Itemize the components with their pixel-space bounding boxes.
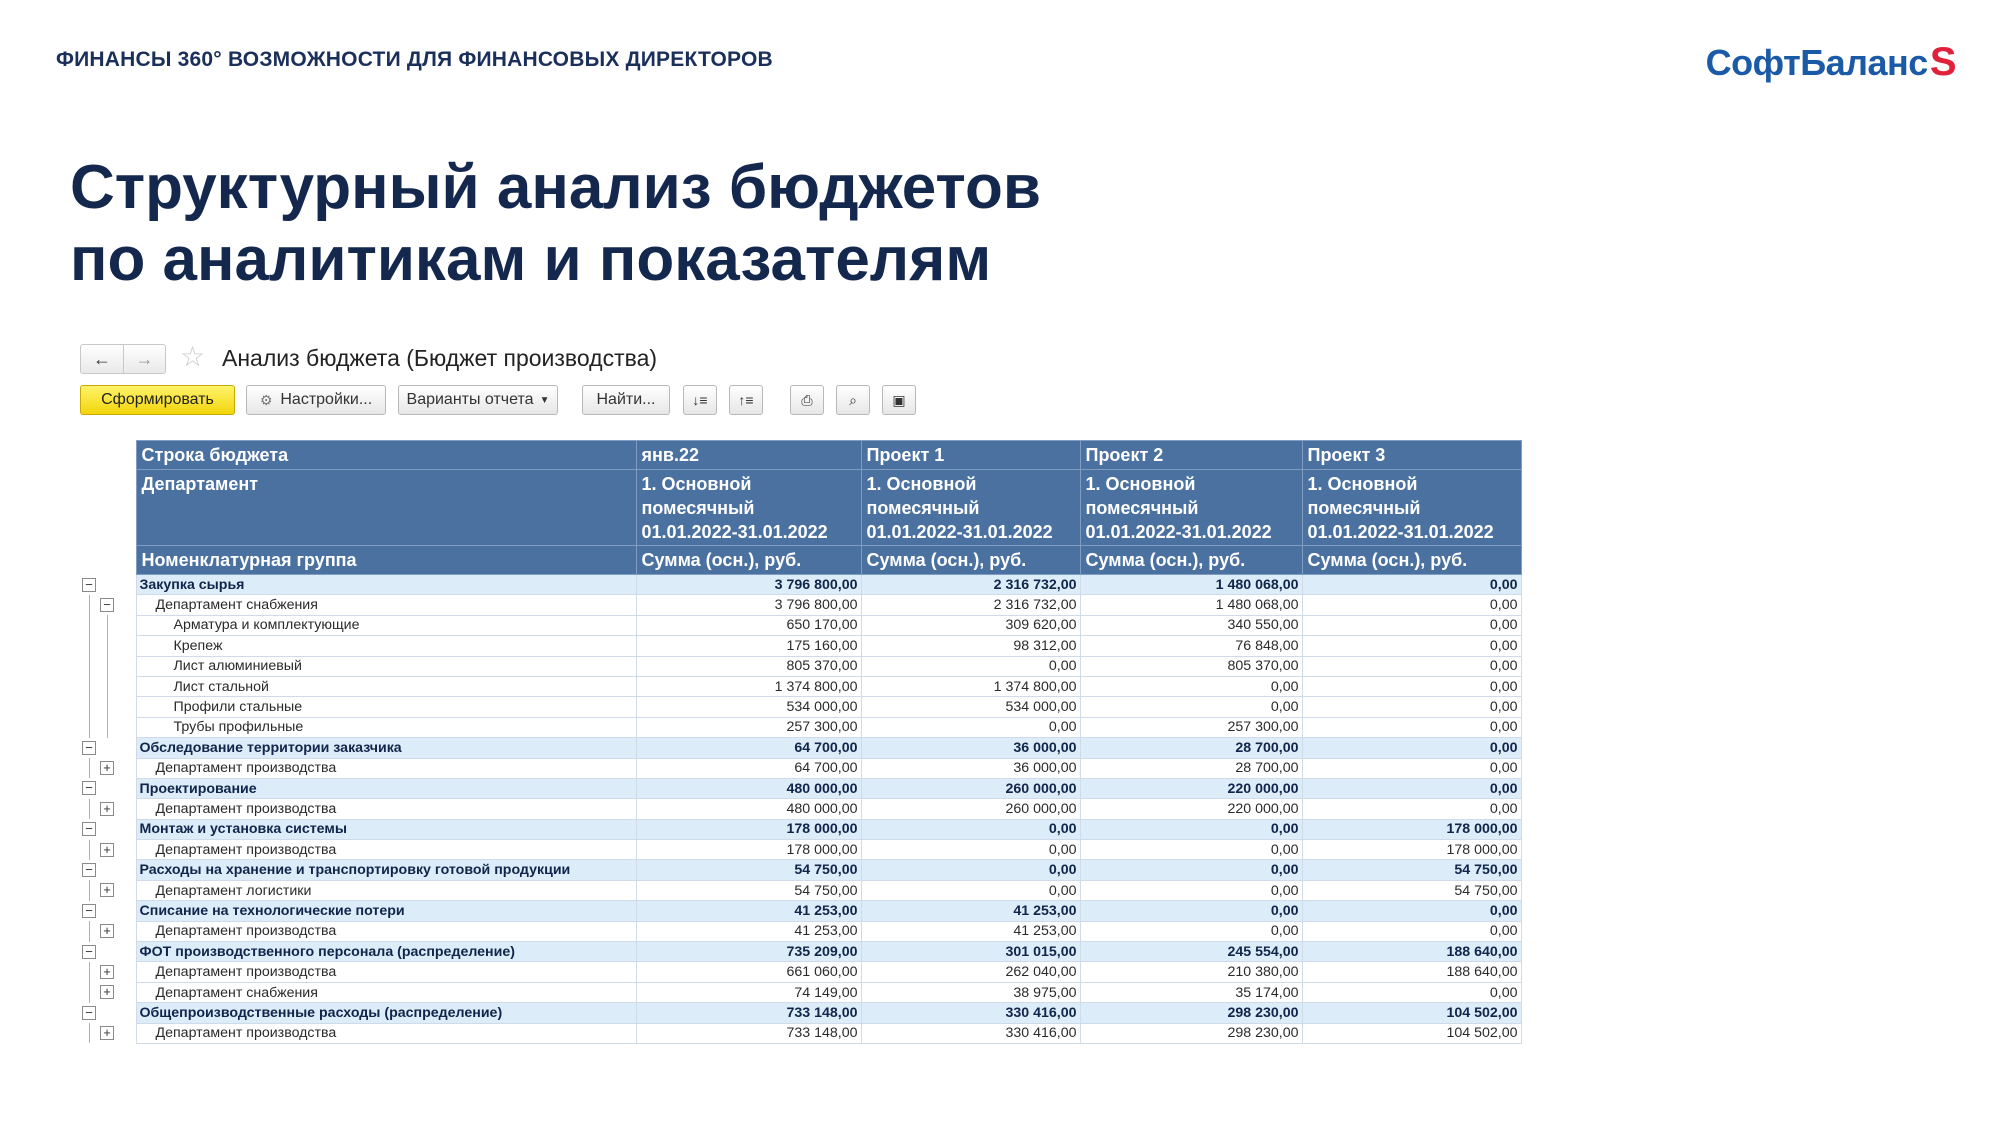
amount-cell: 0,00 [1302,595,1521,615]
table-row[interactable] [80,860,1521,880]
amount-cell: 0,00 [1302,615,1521,635]
row-name: Закупка сырья [136,575,636,595]
tree-control [80,615,136,635]
expand-icon[interactable]: + [100,883,114,897]
settings-button[interactable] [246,385,386,415]
amount-cell: 0,00 [1302,676,1521,696]
column-header: Строка бюджета [136,441,636,470]
amount-cell: 0,00 [861,860,1080,880]
row-name: Департамент производства [136,799,636,819]
scenario-name: 1. Основной [1085,474,1196,494]
amount-cell: 175 160,00 [636,636,861,656]
amount-cell: 35 174,00 [1080,982,1302,1002]
amount-cell: 0,00 [1080,860,1302,880]
row-name: Лист стальной [136,676,636,696]
tree-control [80,778,136,798]
scenario-header [636,470,861,546]
table-row[interactable] [80,819,1521,839]
collapse-icon[interactable]: − [82,822,96,836]
amount-cell: 0,00 [1302,982,1521,1002]
expand-icon[interactable]: + [100,802,114,816]
row-name: Расходы на хранение и транспортировку готовой продукции [136,860,636,880]
amount-cell: 257 300,00 [636,717,861,737]
amount-cell: 0,00 [1302,575,1521,595]
amount-cell: 2 316 732,00 [861,595,1080,615]
amount-cell: 36 000,00 [861,738,1080,758]
amount-cell: 1 374 800,00 [861,676,1080,696]
amount-cell: 0,00 [861,656,1080,676]
expand-icon[interactable]: + [100,761,114,775]
tree-control [80,697,136,717]
report-variants-label: Варианты отчета [406,391,534,408]
amount-cell: 3 796 800,00 [636,575,861,595]
amount-cell: 36 000,00 [861,758,1080,778]
amount-cell: 733 148,00 [636,1003,861,1023]
tree-control [80,1023,136,1043]
tree-control [80,901,136,921]
amount-cell: 0,00 [1080,901,1302,921]
amount-cell: 178 000,00 [1302,819,1521,839]
scenario-period: 01.01.2022-31.01.2022 [641,522,828,542]
amount-cell: 245 554,00 [1080,942,1302,962]
amount-cell: 188 640,00 [1302,962,1521,982]
collapse-icon[interactable]: − [82,578,96,592]
expand-icon[interactable]: + [100,985,114,999]
amount-cell: 220 000,00 [1080,778,1302,798]
table-row[interactable] [80,778,1521,798]
amount-cell: 28 700,00 [1080,738,1302,758]
print-icon[interactable]: ⎙ [790,385,824,415]
column-header: Сумма (осн.), руб. [1080,546,1302,575]
column-header: Сумма (осн.), руб. [1302,546,1521,575]
softbalance-logo [1706,40,1956,85]
collapse-icon[interactable]: − [82,781,96,795]
amount-cell: 0,00 [1302,901,1521,921]
sort-up-icon[interactable]: ↑≡ [729,385,763,415]
row-name: Списание на технологические потери [136,901,636,921]
amount-cell: 330 416,00 [861,1023,1080,1043]
tree-control [80,942,136,962]
department-header: Департамент [136,470,636,546]
back-arrow-icon[interactable]: ← [93,348,111,369]
amount-cell: 2 316 732,00 [861,575,1080,595]
row-name: Лист алюминиевый [136,656,636,676]
chevron-down-icon: ▼ [539,394,550,406]
row-name: Департамент производства [136,840,636,860]
amount-cell: 28 700,00 [1080,758,1302,778]
row-name: Департамент логистики [136,880,636,900]
amount-cell: 54 750,00 [636,880,861,900]
amount-cell: 257 300,00 [1080,717,1302,737]
scenario-name: 1. Основной [866,474,977,494]
amount-cell: 1 480 068,00 [1080,595,1302,615]
generate-button[interactable]: Сформировать [80,385,235,415]
tree-control [80,962,136,982]
forward-arrow-icon[interactable]: → [123,345,165,373]
amount-cell: 41 253,00 [861,921,1080,941]
amount-cell: 330 416,00 [861,1003,1080,1023]
amount-cell: 661 060,00 [636,962,861,982]
tree-spacer [80,546,136,575]
amount-cell: 0,00 [1302,921,1521,941]
amount-cell: 805 370,00 [636,656,861,676]
tree-control [80,799,136,819]
table-row[interactable] [80,636,1521,656]
scenario-header [1302,470,1521,546]
row-name: Арматура и комплектующие [136,615,636,635]
amount-cell: 98 312,00 [861,636,1080,656]
table-row[interactable] [80,738,1521,758]
tree-control [80,758,136,778]
amount-cell: 0,00 [1302,717,1521,737]
amount-cell: 54 750,00 [636,860,861,880]
column-header: Сумма (осн.), руб. [636,546,861,575]
scenario-name: 1. Основной [641,474,752,494]
navigation-buttons [80,344,166,374]
row-name: Департамент снабжения [136,595,636,615]
expand-icon[interactable]: + [100,1026,114,1040]
amount-cell: 262 040,00 [861,962,1080,982]
amount-cell: 733 148,00 [636,1023,861,1043]
amount-cell: 0,00 [1302,778,1521,798]
table-row[interactable] [80,676,1521,696]
amount-cell: 0,00 [1080,921,1302,941]
slide-title-line-2: по аналитикам и показателям [70,225,992,294]
sort-down-icon[interactable]: ↓≡ [683,385,717,415]
row-name: Обследование территории заказчика [136,738,636,758]
scenario-type: помесячный [641,498,755,518]
slide-title [70,152,1041,296]
amount-cell: 38 975,00 [861,982,1080,1002]
table-row[interactable] [80,942,1521,962]
amount-cell: 220 000,00 [1080,799,1302,819]
amount-cell: 41 253,00 [636,921,861,941]
table-row[interactable] [80,717,1521,737]
amount-cell: 735 209,00 [636,942,861,962]
amount-cell: 54 750,00 [1302,860,1521,880]
collapse-icon[interactable]: − [82,904,96,918]
amount-cell: 64 700,00 [636,738,861,758]
collapse-icon[interactable]: − [82,741,96,755]
scenario-header [1080,470,1302,546]
settings-label: Настройки... [280,391,373,408]
amount-cell: 298 230,00 [1080,1003,1302,1023]
report-table [80,440,1522,1044]
amount-cell: 0,00 [1080,840,1302,860]
amount-cell: 178 000,00 [636,819,861,839]
tree-control [80,717,136,737]
column-header: Проект 1 [861,441,1080,470]
table-row[interactable] [80,880,1521,900]
amount-cell: 1 480 068,00 [1080,575,1302,595]
amount-cell: 0,00 [1080,676,1302,696]
tree-control [80,840,136,860]
amount-cell: 54 750,00 [1302,880,1521,900]
amount-cell: 534 000,00 [861,697,1080,717]
collapse-icon[interactable]: − [82,945,96,959]
amount-cell: 178 000,00 [636,840,861,860]
table-row[interactable] [80,595,1521,615]
amount-cell: 0,00 [861,717,1080,737]
scenario-period: 01.01.2022-31.01.2022 [1307,522,1494,542]
table-row[interactable] [80,982,1521,1002]
table-row[interactable] [80,1003,1521,1023]
row-name: Департамент производства [136,921,636,941]
amount-cell: 301 015,00 [861,942,1080,962]
row-name: Департамент снабжения [136,982,636,1002]
save-icon[interactable]: ▣ [882,385,916,415]
tree-control [80,656,136,676]
amount-cell: 178 000,00 [1302,840,1521,860]
scenario-header [861,470,1080,546]
amount-cell: 104 502,00 [1302,1003,1521,1023]
amount-cell: 41 253,00 [861,901,1080,921]
settings-gear-icon: ⚙ [259,391,273,408]
row-name: Общепроизводственные расходы (распределение) [136,1003,636,1023]
collapse-icon[interactable]: − [82,863,96,877]
amount-cell: 0,00 [1302,738,1521,758]
column-header: Проект 3 [1302,441,1521,470]
tree-control [80,676,136,696]
column-header: Проект 2 [1080,441,1302,470]
table-row[interactable] [80,799,1521,819]
expand-icon[interactable]: + [100,965,114,979]
logo-text: СофтБаланс [1705,41,1928,83]
amount-cell: 480 000,00 [636,778,861,798]
scenario-name: 1. Основной [1307,474,1418,494]
slide-header: ФИНАНСЫ 360° ВОЗМОЖНОСТИ ДЛЯ ФИНАНСОВЫХ ДИРЕКТОРОВ [56,48,773,71]
amount-cell: 534 000,00 [636,697,861,717]
amount-cell: 188 640,00 [1302,942,1521,962]
table-row[interactable] [80,840,1521,860]
amount-cell: 260 000,00 [861,778,1080,798]
tree-control [80,595,136,615]
amount-cell: 805 370,00 [1080,656,1302,676]
row-name: Монтаж и установка системы [136,819,636,839]
amount-cell: 76 848,00 [1080,636,1302,656]
amount-cell: 0,00 [1302,799,1521,819]
window-title: Анализ бюджета (Бюджет производства) [222,345,658,371]
amount-cell: 0,00 [861,840,1080,860]
table-row[interactable] [80,697,1521,717]
scenario-type: помесячный [1085,498,1199,518]
tree-control [80,575,136,595]
tree-control [80,1003,136,1023]
amount-cell: 74 149,00 [636,982,861,1002]
table-row[interactable] [80,615,1521,635]
amount-cell: 0,00 [1302,758,1521,778]
tree-spacer [80,470,136,546]
table-row[interactable] [80,921,1521,941]
amount-cell: 0,00 [861,819,1080,839]
amount-cell: 340 550,00 [1080,615,1302,635]
table-row[interactable] [80,575,1521,595]
row-name: Крепеж [136,636,636,656]
amount-cell: 41 253,00 [636,901,861,921]
table-row[interactable] [80,901,1521,921]
column-header: Номенклатурная группа [136,546,636,575]
amount-cell: 64 700,00 [636,758,861,778]
tree-control [80,636,136,656]
tree-spacer [80,441,136,470]
amount-cell: 0,00 [1302,656,1521,676]
table-row[interactable] [80,656,1521,676]
column-header: янв.22 [636,441,861,470]
amount-cell: 0,00 [1080,880,1302,900]
amount-cell: 309 620,00 [861,615,1080,635]
expand-icon[interactable]: + [100,924,114,938]
tree-control [80,738,136,758]
amount-cell: 650 170,00 [636,615,861,635]
scenario-period: 01.01.2022-31.01.2022 [1085,522,1272,542]
scenario-period: 01.01.2022-31.01.2022 [866,522,1053,542]
preview-icon[interactable]: ⌕ [836,385,870,415]
amount-cell: 104 502,00 [1302,1023,1521,1043]
collapse-icon[interactable]: − [100,598,114,612]
amount-cell: 0,00 [1080,819,1302,839]
table-row[interactable] [80,758,1521,778]
scenario-type: помесячный [866,498,980,518]
tree-control [80,860,136,880]
row-name: Профили стальные [136,697,636,717]
row-name: Проектирование [136,778,636,798]
tree-control [80,880,136,900]
amount-cell: 260 000,00 [861,799,1080,819]
column-header: Сумма (осн.), руб. [861,546,1080,575]
amount-cell: 0,00 [1080,697,1302,717]
row-name: ФОТ производственного персонала (распределение) [136,942,636,962]
tree-control [80,921,136,941]
tree-control [80,982,136,1002]
row-name: Департамент производства [136,1023,636,1043]
report-variants-dropdown[interactable] [398,385,558,415]
row-name: Департамент производства [136,758,636,778]
amount-cell: 298 230,00 [1080,1023,1302,1043]
table-row[interactable] [80,962,1521,982]
scenario-type: помесячный [1307,498,1421,518]
logo-mark-icon: S [1929,40,1956,84]
amount-cell: 1 374 800,00 [636,676,861,696]
favorite-star-icon[interactable]: ☆ [180,341,206,372]
expand-icon[interactable]: + [100,843,114,857]
slide-title-line-1: Структурный анализ бюджетов [70,153,1041,222]
collapse-icon[interactable]: − [82,1006,96,1020]
row-name: Департамент производства [136,962,636,982]
amount-cell: 0,00 [1302,636,1521,656]
table-row[interactable] [80,1023,1521,1043]
amount-cell: 210 380,00 [1080,962,1302,982]
row-name: Трубы профильные [136,717,636,737]
amount-cell: 480 000,00 [636,799,861,819]
amount-cell: 0,00 [1302,697,1521,717]
find-button[interactable]: Найти... [582,385,670,415]
amount-cell: 0,00 [861,880,1080,900]
tree-control [80,819,136,839]
amount-cell: 3 796 800,00 [636,595,861,615]
